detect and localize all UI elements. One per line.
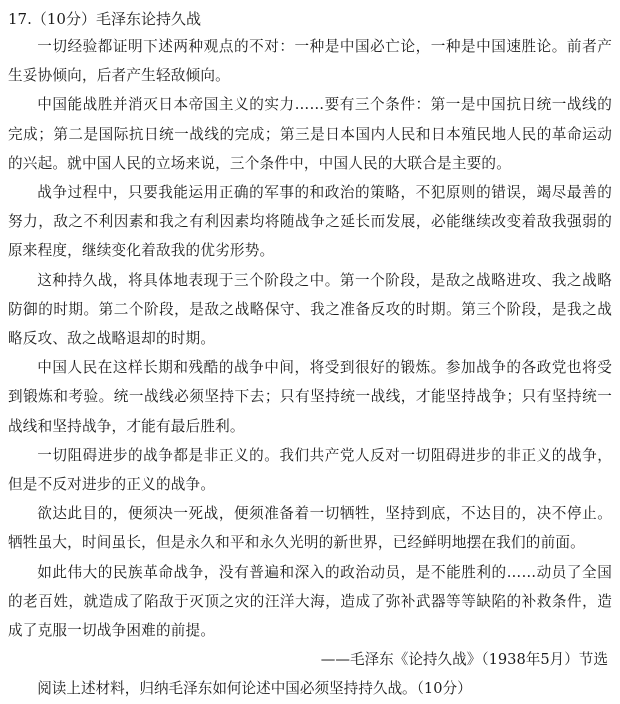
material-paragraph-6: 一切阻碍进步的战争都是非正义的。我们共产党人反对一切阻碍进步的非正义的战争，但是不反对进步的正义的战争。 <box>8 446 612 494</box>
material-paragraph-5: 中国人民在这样长期和残酷的战争中间，将受到很好的锻炼。参加战争的各政党也将受到锻炼和考验。统一战线必须坚持下去；只有坚持统一战线，才能坚持战争；只有坚持统一战线和坚持战争，才能有最后胜利。 <box>8 359 612 435</box>
material-paragraph-3: 战争过程中，只要我能运用正确的军事的和政治的策略，不犯原则的错误，竭尽最善的努力，敌之不利因素和我之有利因素均将随战争之延长而发展，必能继续改变着敌我强弱的原来程度，继续变化着敌我的优劣形势。 <box>8 184 612 260</box>
material-paragraph-8: 如此伟大的民族革命战争，没有普遍和深入的政治动员，是不能胜利的……动员了全国的老百姓，就造成了陷敌于灭顶之灾的汪洋大海，造成了弥补武器等等缺陷的补救条件，造成了克服一切战争困难的前提。 <box>8 563 612 640</box>
material-paragraph-2: 中国能战胜并消灭日本帝国主义的实力……要有三个条件：第一是中国抗日统一战线的完成；第二是国际抗日统一战线的完成；第三是日本国内人民和日本殖民地人民的革命运动的兴起。就中国人民的立场来说，三个条件中，中国人民的大联合是主要的。 <box>8 96 612 172</box>
material-source: ——毛泽东《论持久战》（1938年5月）节选 <box>320 651 608 669</box>
material-paragraph-1: 一切经验都证明下述两种观点的不对：一种是中国必亡论，一种是中国速胜论。前者产生妥协倾向，后者产生轻敌倾向。 <box>8 38 612 85</box>
question-prompt: 阅读上述材料，归纳毛泽东如何论述中国必须坚持持久战。（10分） <box>37 680 472 698</box>
material-paragraph-7: 欲达此目的，便须决一死战，便须准备着一切牺牲，坚持到底，不达目的，决不停止。牺牲虽大，时间虽长，但是永久和平和永久光明的新世界，已经鲜明地摆在我们的前面。 <box>8 505 612 552</box>
material-paragraph-4: 这种持久战，将具体地表现于三个阶段之中。第一个阶段，是敌之战略进攻、我之战略防御的时期。第二个阶段，是敌之战略保守、我之准备反攻的时期。第三个阶段，是我之战略反攻、敌之战略退却的时期。 <box>8 271 612 348</box>
question-document <box>8 6 612 704</box>
question-title: 17.（10分）毛泽东论持久战 <box>8 10 201 28</box>
